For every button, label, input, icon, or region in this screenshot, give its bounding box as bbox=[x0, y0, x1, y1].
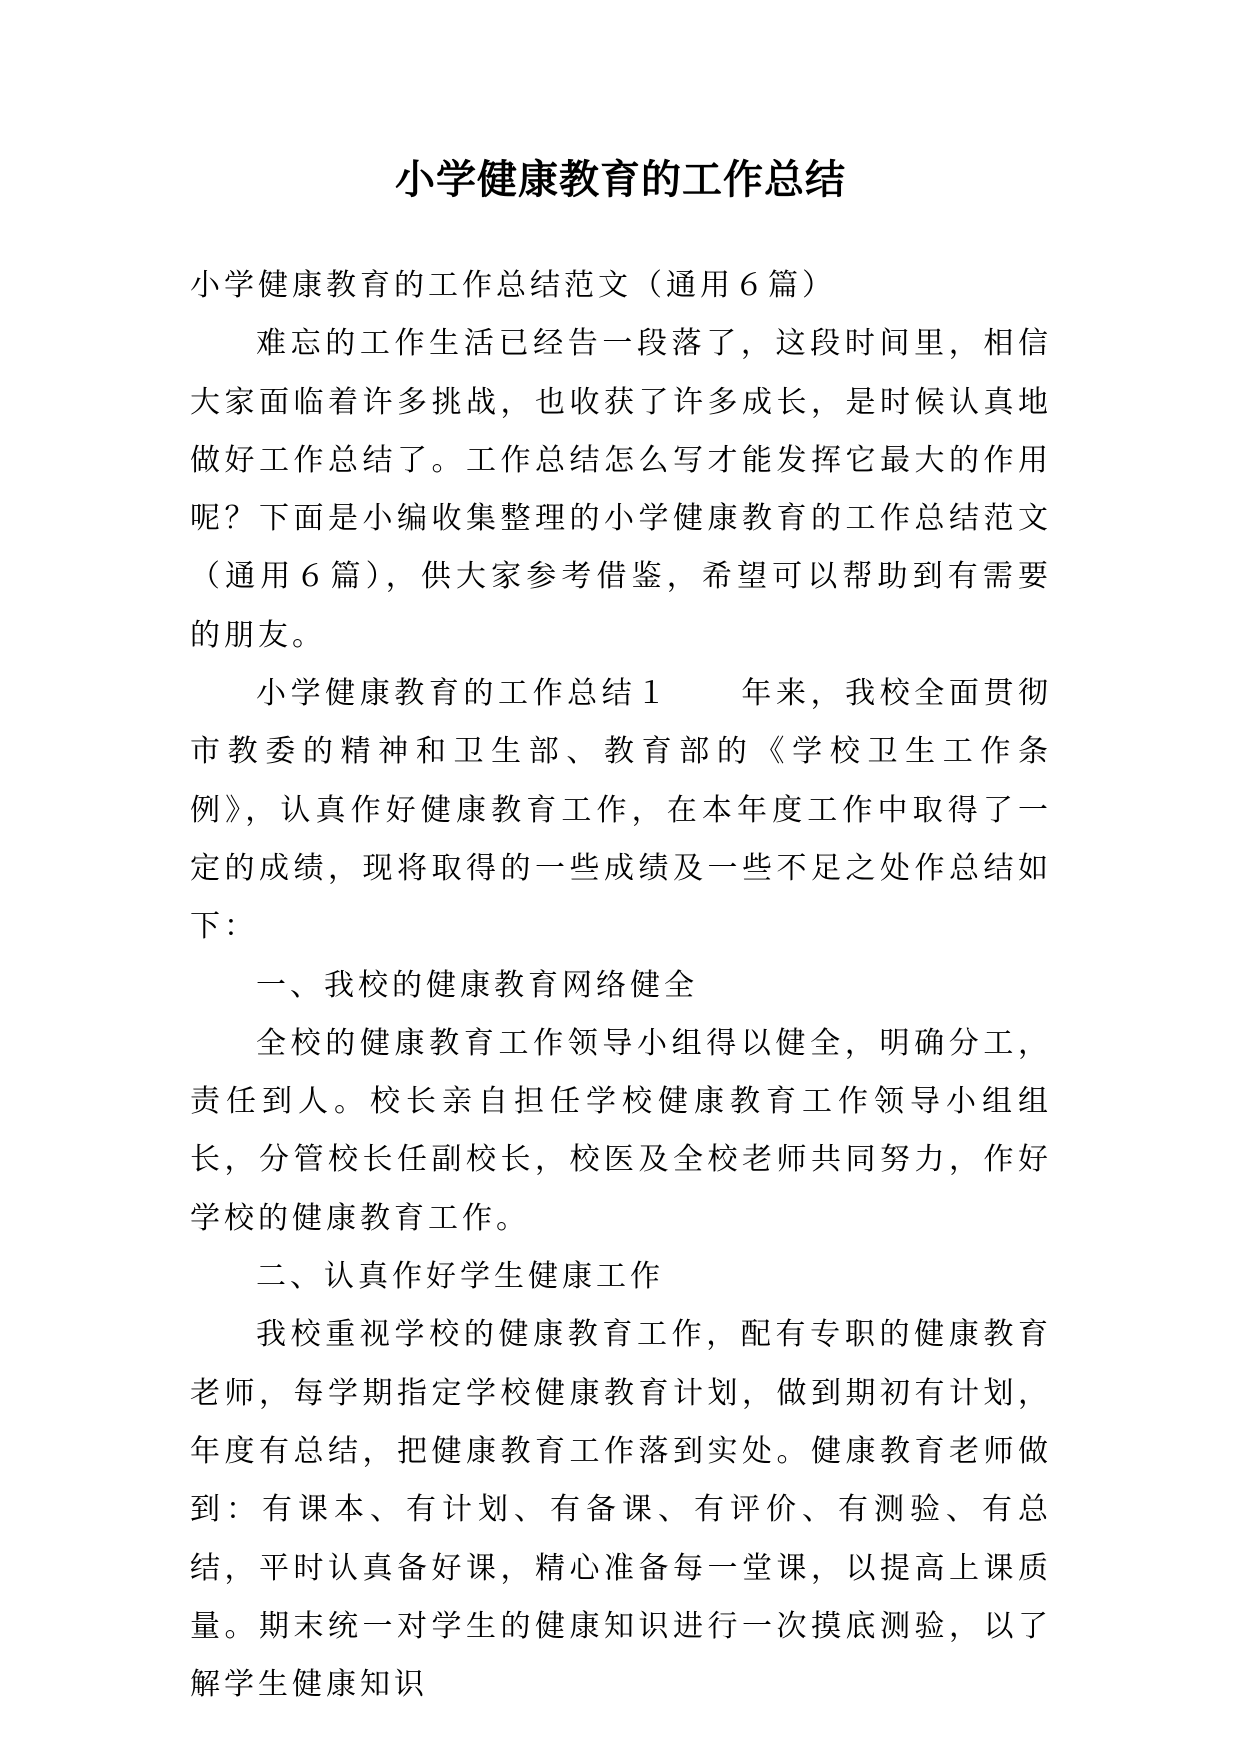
document-subtitle: 小学健康教育的工作总结范文（通用６篇） bbox=[190, 268, 836, 303]
part1-heading: 小学健康教育的工作总结１ bbox=[256, 676, 671, 712]
section1-heading: 一、我校的健康教育网络健全 bbox=[256, 967, 698, 1003]
section1-paragraph: 全校的健康教育工作领导小组得以健全，明确分工，责任到人。校长亲自担任学校健康教育工作领导小组组长，分管校长任副校长，校医及全校老师共同努力，作好学校的健康教育工作。 bbox=[190, 1025, 1052, 1236]
part1-paragraph bbox=[190, 665, 1052, 956]
section2-heading: 二、认真作好学生健康工作 bbox=[256, 1259, 664, 1295]
document-body bbox=[190, 257, 1052, 1714]
part1-text: 年来，我校全面贯彻市教委的精神和卫生部、教育部的《学校卫生工作条例》，认真作好健康教育工作，在本年度工作中取得了一定的成绩，现将取得的一些成绩及一些不足之处作总结如下： bbox=[190, 676, 1053, 945]
document-title: 小学健康教育的工作总结 bbox=[395, 157, 846, 203]
intro-paragraph: 难忘的工作生活已经告一段落了，这段时间里，相信大家面临着许多挑战，也收获了许多成长，是时候认真地做好工作总结了。工作总结怎么写才能发挥它最大的作用呢？下面是小编收集整理的小学健康教育的工作总结范文（通用６篇），供大家参考借鉴，希望可以帮助到有需要的朋友。 bbox=[190, 326, 1052, 653]
section2-paragraph: 我校重视学校的健康教育工作，配有专职的健康教育老师，每学期指定学校健康教育计划，做到期初有计划，年度有总结，把健康教育工作落到实处。健康教育老师做到：有课本、有计划、有备课、有评价、有测验、有总结，平时认真备好课，精心准备每一堂课，以提高上课质量。期末统一对学生的健康知识进行一次摸底测验，以了解学生健康知识 bbox=[190, 1317, 1052, 1703]
